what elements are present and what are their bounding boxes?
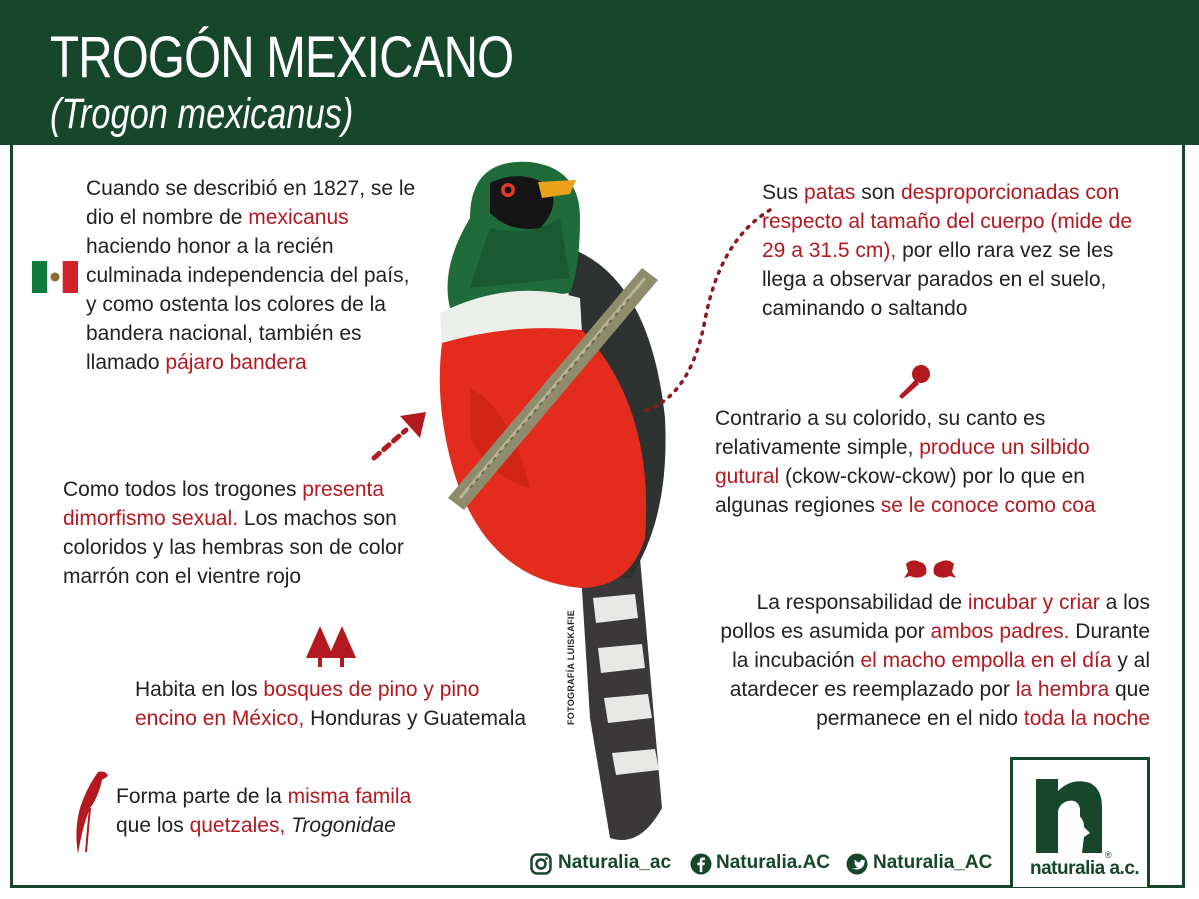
line: respecto al tamaño del cuerpo (mide de: [762, 210, 1133, 233]
line: dio el nombre de mexicanus: [86, 206, 349, 229]
line: caminando o saltando: [762, 297, 968, 320]
line: relativamente simple, produce un silbido: [715, 436, 1090, 459]
habitat-text: [135, 675, 526, 733]
facebook-icon[interactable]: [690, 853, 712, 875]
line: Como todos los trogones presenta: [63, 478, 385, 501]
pine-trees-icon: [304, 624, 358, 668]
line: coloridos y las hembras son de color: [63, 536, 404, 559]
dimorphism-text: [63, 475, 404, 591]
line: atardecer es reemplazado por la hembra que: [729, 678, 1150, 701]
naturalia-logo-mark: [1032, 775, 1104, 855]
line: algunas regiones se le conoce como coa: [715, 494, 1096, 517]
header-banner: [0, 0, 1199, 145]
line: que los quetzales, Trogonidae: [116, 814, 396, 837]
line: gutural (ckow-ckow-ckow) por lo que en: [715, 465, 1085, 488]
logo-wordmark: naturalia a.c.: [1030, 858, 1140, 879]
quetzal-icon: [68, 768, 112, 858]
mexico-flag-icon: [32, 261, 78, 293]
photo-credit: FOTOGRAFÍA LUISKAFIE: [566, 610, 576, 725]
line: Sus patas son desproporcionadas con: [762, 181, 1120, 204]
line: haciendo honor a la recién: [86, 235, 334, 258]
logo-registered-mark: ®: [1105, 850, 1112, 860]
line: 29 a 31.5 cm), por ello rara vez se les: [762, 239, 1114, 262]
twitter-icon[interactable]: [846, 853, 868, 875]
instagram-icon[interactable]: [530, 853, 552, 875]
microphone-icon: [893, 362, 933, 402]
line: bandera nacional, también es: [86, 322, 362, 345]
line: Forma parte de la misma famila: [116, 785, 412, 808]
line: llamado pájaro bandera: [86, 351, 307, 374]
line: culminada independencia del país,: [86, 264, 410, 287]
name-origin-text: [86, 174, 415, 377]
twitter-handle[interactable]: Naturalia_AC: [873, 852, 993, 873]
line: marrón con el vientre rojo: [63, 565, 302, 588]
line: Cuando se describió en 1827, se le: [86, 177, 416, 200]
line: La responsabilidad de incubar y criar a los: [756, 591, 1150, 614]
parenting-text: [710, 588, 1150, 733]
legs-text: [762, 178, 1132, 323]
leg-pointer-line: [630, 200, 780, 430]
line: llega a observar parados en el suelo,: [762, 268, 1107, 291]
page-title: TROGÓN MEXICANO: [50, 25, 514, 90]
scientific-name: (Trogon mexicanus): [50, 90, 354, 138]
instagram-handle[interactable]: Naturalia_ac: [558, 852, 672, 873]
line: y como ostenta los colores de la: [86, 293, 386, 316]
line: pollos es asumida por ambos padres. Durante: [720, 620, 1150, 643]
line: dimorfismo sexual. Los machos son: [63, 507, 397, 530]
line: Contrario a su colorido, su canto es: [715, 407, 1046, 430]
line: permanece en el nido toda la noche: [816, 707, 1150, 730]
facebook-handle[interactable]: Naturalia.AC: [716, 852, 831, 873]
arrow-icon: [366, 408, 436, 468]
line: Habita en los bosques de pino y pino: [135, 678, 480, 701]
line: encino en México, Honduras y Guatemala: [135, 707, 527, 730]
song-text: [715, 404, 1096, 520]
line: la incubación el macho empolla en el día y al: [732, 649, 1150, 672]
family-text: [116, 782, 411, 840]
bird-pair-icon: [902, 556, 958, 582]
